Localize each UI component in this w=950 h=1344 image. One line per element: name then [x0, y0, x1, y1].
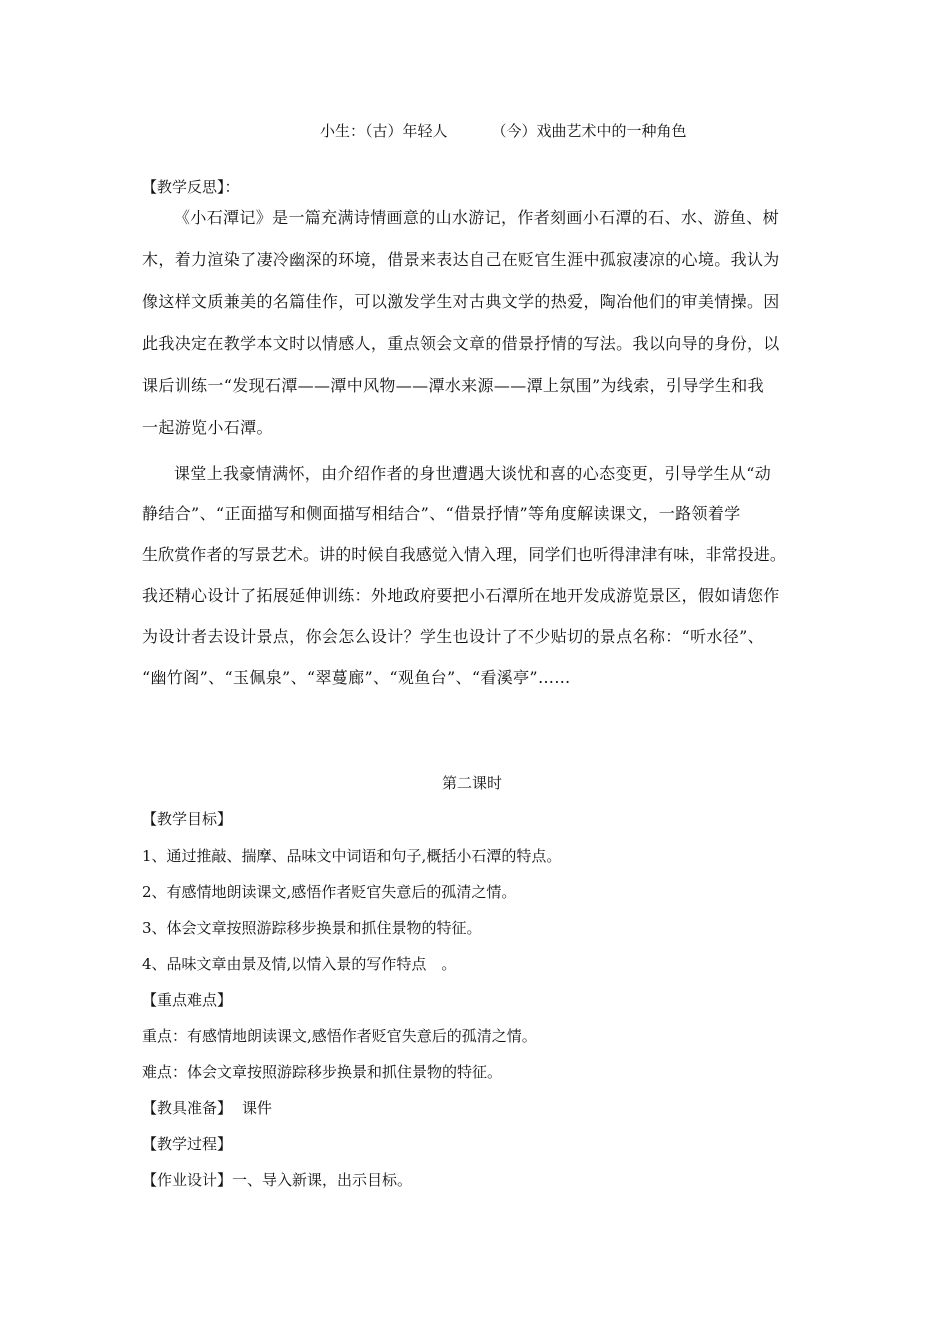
key-points-heading: 【重点难点】: [142, 991, 233, 1009]
objective-item: 4、品味文章由景及情,以情入景的写作特点 。: [142, 955, 457, 973]
key-point: 重点：有感情地朗读课文,感悟作者贬官失意后的孤清之情。: [142, 1027, 537, 1045]
homework-heading: 【作业设计】: [142, 1171, 233, 1189]
tools-value: 课件: [242, 1099, 273, 1117]
homework-value: 一、导入新课，出示目标。: [232, 1171, 413, 1189]
reflection-para2-line: 我还精心设计了拓展延伸训练：外地政府要把小石潭所在地开发成游览景区，假如请您作: [142, 586, 780, 605]
objective-item: 3、体会文章按照游踪移步换景和抓住景物的特征。: [142, 919, 482, 937]
tools-heading: 【教具准备】: [142, 1099, 233, 1117]
process-heading: 【教学过程】: [142, 1135, 233, 1153]
reflection-para1-line: 《小石潭记》是一篇充满诗情画意的山水游记，作者刻画小石潭的石、水、游鱼、树: [174, 208, 779, 227]
objective-item: 1、通过推敲、揣摩、品味文中词语和句子,概括小石潭的特点。: [142, 847, 562, 865]
reflection-para2-line: “幽竹阁”、“玉佩泉”、“翠蔓廊”、“观鱼台”、“看溪亭”……: [142, 668, 571, 687]
lesson-title: 第二课时: [442, 774, 503, 792]
tools-line: [142, 1098, 272, 1118]
objectives-heading: 【教学目标】: [142, 810, 233, 828]
difficult-point: 难点：体会文章按照游踪移步换景和抓住景物的特征。: [142, 1063, 503, 1081]
vocab-term: 小生：: [320, 122, 366, 140]
reflection-para2-line: 静结合”、“正面描写和侧面描写相结合”、“借景抒情”等角度解读课文，一路领着学: [142, 504, 741, 523]
reflection-para1-line: 木，着力渲染了凄冷幽深的环境，借景来表达自己在贬官生涯中孤寂凄凉的心境。我认为: [142, 250, 780, 269]
reflection-heading: 【教学反思】：: [142, 178, 240, 196]
vocab-line: [320, 121, 687, 141]
reflection-para1-line: 像这样文质兼美的名篇佳作，可以激发学生对古典文学的热爱，陶冶他们的审美情操。因: [142, 292, 780, 311]
reflection-para2-line: 课堂上我豪情满怀，由介绍作者的身世遭遇大谈忧和喜的心态变更，引导学生从“动: [174, 464, 772, 483]
objective-item: 2、有感情地朗读课文,感悟作者贬官失意后的孤清之情。: [142, 883, 517, 901]
reflection-para2-line: 为设计者去设计景点，你会怎么设计？学生也设计了不少贴切的景点名称：“听水径”、: [142, 627, 765, 646]
reflection-para1-line: 课后训练一“发现石潭——潭中风物——潭水来源——潭上氛围”为线索，引导学生和我: [142, 376, 765, 395]
vocab-modern-meaning: （今）戏曲艺术中的一种角色: [491, 122, 687, 140]
vocab-ancient-meaning: （古）年轻人: [365, 122, 448, 140]
reflection-para1-line: 此我决定在教学本文时以情感人，重点领会文章的借景抒情的写法。我以向导的身份，以: [142, 334, 780, 353]
homework-line: [142, 1170, 412, 1190]
reflection-para1-line: 一起游览小石潭。: [142, 418, 273, 437]
reflection-para2-line: 生欣赏作者的写景艺术。讲的时候自我感觉入情入理，同学们也听得津津有味，非常投进。: [142, 545, 787, 564]
